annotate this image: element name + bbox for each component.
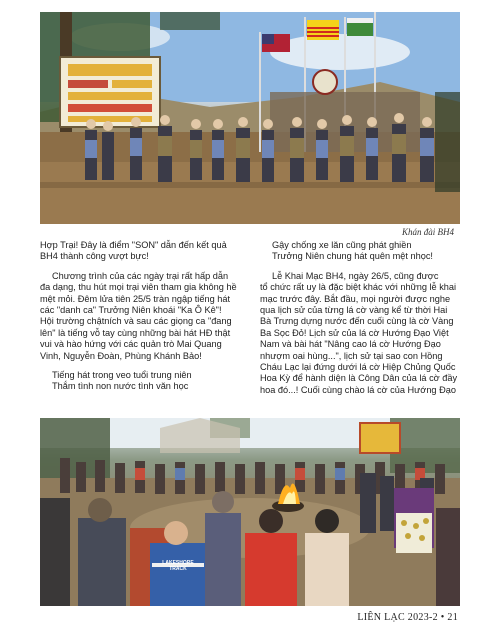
text-line: Hợp Trại! Đây là điểm "SON" dẫn đến kết quả [40, 240, 227, 250]
verse [40, 370, 240, 393]
text-line: Nam và bài hát "Nâng cao lá cờ Hướng Đạo [260, 339, 441, 350]
verse [260, 240, 460, 263]
text-line: vui và hào hứng với các quản trò Mai Quang [40, 339, 222, 350]
page-footer [357, 612, 458, 623]
right-text-column [260, 240, 460, 404]
text-line: Tiếng hát trong veo tuổi trung niên [52, 370, 192, 381]
paragraph [260, 271, 460, 396]
text-line: Ba Sọc Đỏ! Lịch sử của lá cờ Hướng Đạo Việt [260, 327, 449, 338]
text-line: Chương trình của các ngày trại rất hấp dẫn [52, 270, 229, 281]
text-line: qua lịch sử của từng lá cờ vàng kể từ thời Hai [260, 305, 448, 316]
jacket-text-1: LAKESHORE [162, 560, 194, 566]
text-line: Trưởng Niên chung hát quên mệt nhọc! [272, 251, 433, 262]
text-line: nhượm oai hùng...", lịch sử tại sao con Hồng [260, 350, 443, 361]
text-line: Cháu Lạc lại đứng dưới lá cờ Hiệp Chủng Quốc [260, 362, 456, 373]
left-text-column [40, 240, 240, 401]
text-line: BH4 thành công vượt bực! [40, 251, 149, 262]
ceremony-photo [40, 12, 460, 224]
jacket-lettering [152, 560, 204, 572]
photo-caption: Khán đài BH4 [401, 227, 454, 237]
jacket-text-2: TRACK [169, 566, 187, 572]
text-line: đa dạng, thu hút mọi trại viên tham gia không hề [40, 282, 237, 293]
page-number: 21 [447, 612, 458, 623]
text-line: tổ chức rất uy là đặc biệt khác với những lễ khai [260, 282, 457, 293]
text-line: Vinh, Nguyễn Đoàn, Phùng Khánh Bảo! [40, 350, 202, 361]
text-line: Lễ Khai Mạc BH4, ngày 26/5, cũng được [272, 270, 439, 281]
text-line: lên" là tiếng vỗ tay cùng những bài hát HĐ thật [40, 327, 231, 338]
publication-name: LIÊN LẠC 2023-2 [357, 612, 438, 623]
text-line: mạc trước đây. Bắt đầu, mọi người được nghe [260, 293, 451, 304]
footer-separator: • [440, 612, 445, 623]
text-line: hoa đó...! Cuối cùng chào lá cờ của Hướng Đạo [260, 384, 456, 395]
text-line: Bà Trưng dựng nước đến cuối cùng là cờ Vàng [260, 316, 454, 327]
text-line: mệt mỏi. Đêm lửa tiên 25/5 tràn ngập tiếng hát [40, 293, 231, 304]
text-line: Hội trường chậtních và sau các giọng ca "đang [40, 316, 232, 327]
campfire-photo [40, 418, 460, 606]
text-line: Hoa Kỳ để hành diện là Công Dân của lá cờ đầy [260, 373, 458, 384]
paragraph [40, 240, 240, 263]
text-line: Gậy chống xe lăn cũng phát ghiền [272, 240, 412, 250]
text-line: các "danh ca" Trưởng Niên khoái "Ka Ô Kê"! [40, 305, 222, 316]
paragraph [40, 271, 240, 362]
text-line: Thắm tình non nước tình văn học [52, 381, 189, 392]
